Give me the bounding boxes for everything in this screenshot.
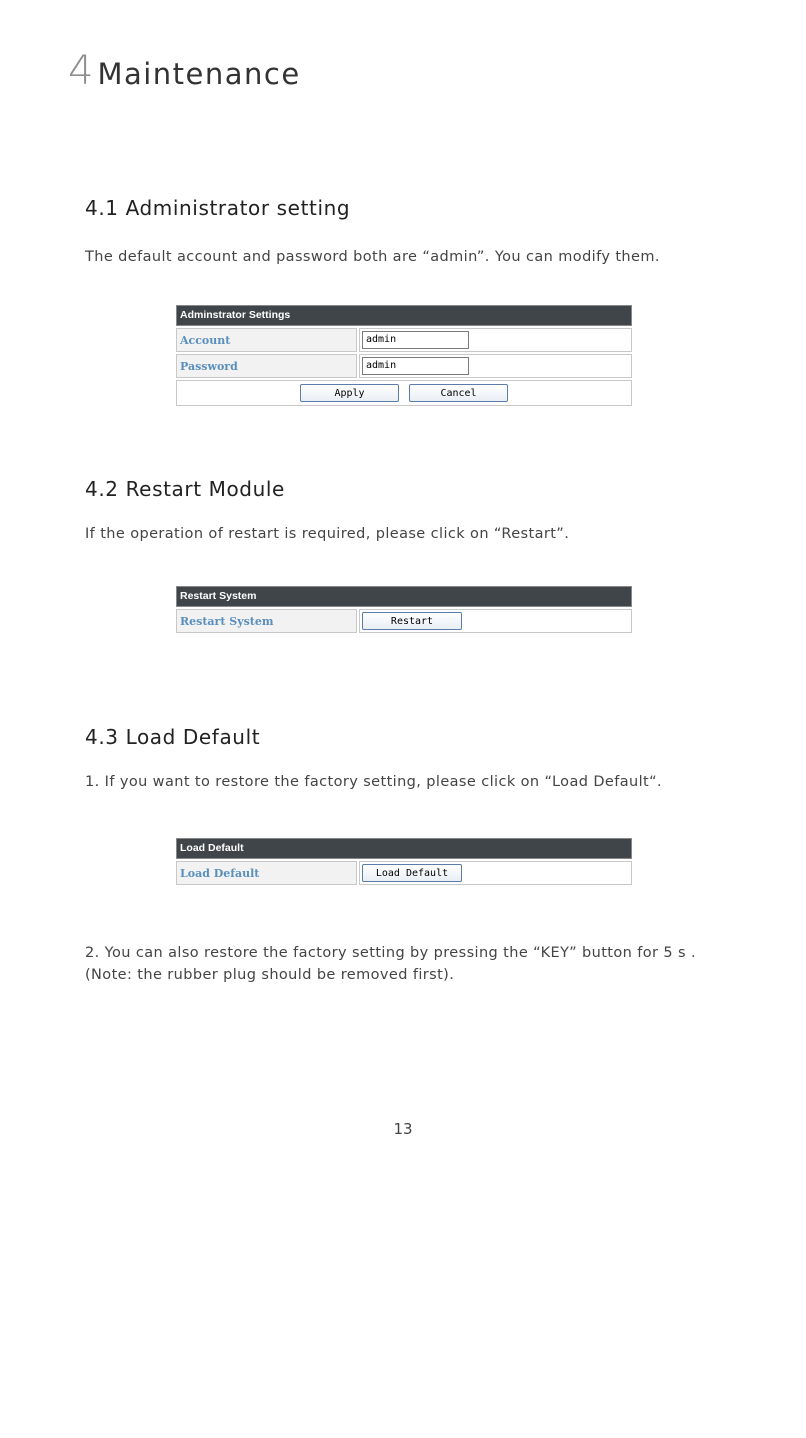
section-heading-admin: 4.1 Administrator setting — [85, 196, 351, 220]
load-default-value-cell — [359, 861, 632, 885]
panel-header: Adminstrator Settings — [176, 305, 632, 326]
load-default-panel — [176, 838, 632, 885]
section-heading-restart: 4.2 Restart Module — [85, 477, 285, 501]
account-value-cell — [359, 328, 632, 352]
password-label: Password — [176, 354, 357, 378]
section-text-load-default: 1. If you want to restore the factory setting, please click on “Load Default“. — [85, 774, 663, 790]
section-heading-load-default: 4.3 Load Default — [85, 725, 261, 749]
restart-button[interactable]: Restart — [362, 612, 462, 630]
restart-value-cell — [359, 609, 632, 633]
panel-header: Load Default — [176, 838, 632, 859]
account-row — [176, 328, 632, 352]
account-label: Account — [176, 328, 357, 352]
chapter-heading — [68, 48, 301, 94]
page-number: 13 — [393, 1120, 413, 1138]
section-text-restart: If the operation of restart is required, please click on “Restart”. — [85, 526, 570, 542]
password-row — [176, 354, 632, 378]
admin-button-row — [176, 380, 632, 406]
panel-header: Restart System — [176, 586, 632, 607]
password-value-cell — [359, 354, 632, 378]
restart-label: Restart System — [176, 609, 357, 633]
cancel-button[interactable]: Cancel — [409, 384, 508, 402]
password-input[interactable]: admin — [362, 357, 469, 375]
apply-button[interactable]: Apply — [300, 384, 399, 402]
load-default-label: Load Default — [176, 861, 357, 885]
admin-settings-panel — [176, 305, 632, 406]
restart-system-panel — [176, 586, 632, 633]
note-line-1: 2. You can also restore the factory setting by pressing the “KEY” button for 5 s . — [85, 945, 697, 961]
note-line-2: (Note: the rubber plug should be removed first). — [85, 967, 455, 983]
chapter-number: 4 — [68, 48, 94, 94]
load-default-button[interactable]: Load Default — [362, 864, 462, 882]
chapter-title: Maintenance — [97, 57, 301, 91]
account-input[interactable]: admin — [362, 331, 469, 349]
load-default-row — [176, 861, 632, 885]
restart-row — [176, 609, 632, 633]
section-text-admin: The default account and password both are “admin”. You can modify them. — [85, 249, 660, 265]
